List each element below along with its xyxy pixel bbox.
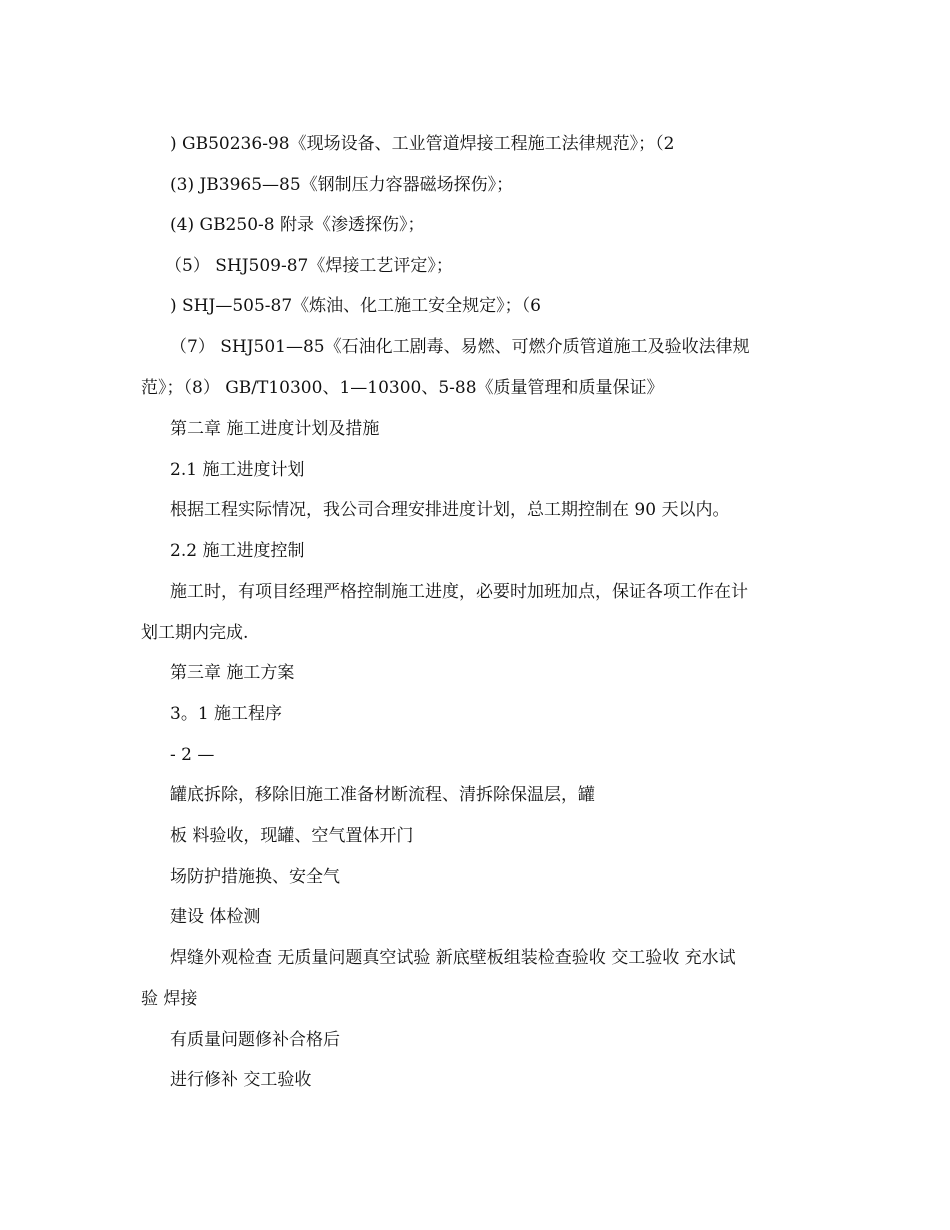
flow-line-4: 建设 体检测 — [170, 907, 261, 927]
paragraph-control-line-1: 施工时，有项目经理严格控制施工进度，必要时加班加点，保证各项工作在计 — [170, 582, 748, 602]
flow-line-3: 场防护措施换、安全气 — [170, 867, 340, 887]
chapter-3-heading: 第三章 施工方案 — [170, 663, 295, 683]
flow-line-6: 验 焊接 — [141, 989, 198, 1009]
flow-line-2: 板 料验收，现罐、空气置体开门 — [170, 826, 414, 846]
flow-line-1: 罐底拆除，移除旧施工准备材断流程、清拆除保温层，罐 — [170, 785, 595, 805]
section-2-2-heading: 2.2 施工进度控制 — [170, 541, 305, 561]
flow-line-5: 焊缝外观检查 无质量问题真空试验 新底壁板组装检查验收 交工验收 充水试 — [170, 948, 736, 968]
ref-line-4: (4) GB250-8 附录《渗透探伤》； — [170, 215, 425, 235]
ref-line-8: 范》；（8） GB/T10300、1—10300、5-88《质量管理和质量保证》 — [141, 378, 664, 398]
ref-line-7: （7） SHJ501—85《石油化工剧毒、易燃、可燃介质管道施工及验收法律规 — [170, 337, 750, 357]
section-2-1-heading: 2.1 施工进度计划 — [170, 460, 305, 480]
ref-line-2: ) GB50236-98《现场设备、工业管道焊接工程施工法律规范》；（2 — [170, 134, 675, 154]
paragraph-control-line-2: 划工期内完成. — [141, 623, 249, 643]
paragraph-schedule: 根据工程实际情况，我公司合理安排进度计划，总工期控制在 90 天以内。 — [170, 500, 730, 520]
chapter-2-heading: 第二章 施工进度计划及措施 — [170, 419, 380, 439]
ref-line-5: （5） SHJ509-87《焊接工艺评定》； — [165, 256, 453, 276]
flow-line-8: 进行修补 交工验收 — [170, 1070, 312, 1090]
ref-line-3: (3) JB3965—85《钢制压力容器磁场探伤》； — [170, 175, 514, 195]
flow-line-7: 有质量问题修补合格后 — [170, 1030, 340, 1050]
section-3-1-heading: 3。1 施工程序 — [170, 704, 283, 724]
ref-line-6: ) SHJ—505-87《炼油、化工施工安全规定》；（6 — [170, 296, 541, 316]
page-number: - 2 — — [170, 745, 215, 765]
